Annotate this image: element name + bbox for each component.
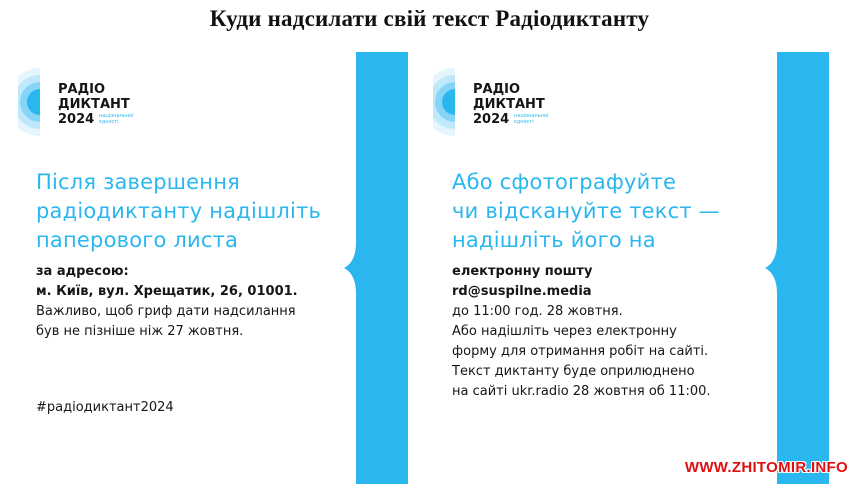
postal-address: м. Київ, вул. Хрещатик, 26, 01001. [36,284,298,299]
logo-line-3: 2024 [58,112,95,127]
logo-line-3: 2024 [473,112,510,127]
email-address: rd@suspilne.media [452,284,592,299]
logo-sub-line-1: національної [514,113,549,119]
logo-line-1: РАДІО [473,82,521,97]
email-label: електронну пошту [452,264,593,279]
logo-sub-line-1: національної [99,113,134,119]
site-watermark: WWW.ZHITOMIR.INFO [684,459,848,476]
logo-sub-line-2: єдності [99,119,119,125]
radiodyktant-logo [18,66,158,138]
alt-line: форму для отримання робіт на сайті. [452,344,709,359]
deadline-text: до 11:00 год. 28 жовтня. [452,304,623,319]
email-details [452,262,752,402]
postal-headline [36,168,336,255]
radiodyktant-logo [433,66,573,138]
headline-line: Або сфотографуйте [452,170,677,194]
logo-subtitle [99,113,139,125]
headline-line: паперового листа [36,228,239,252]
hashtag: #радіодиктант2024 [36,400,174,415]
headline-line: радіодиктанту надішліть [36,199,322,223]
logo-line-2: ДИКТАНТ [473,97,545,112]
publication-line: на сайті ukr.radio 28 жовтня об 11:00. [452,384,711,399]
email-headline [452,168,752,255]
curly-brace-decoration [763,52,829,484]
logo-sub-line-2: єдності [514,119,534,125]
page-title: Куди надсилати свій текст Радіодиктанту [209,6,650,31]
address-label: за адресою: [36,264,129,279]
postal-details [36,262,336,342]
headline-line: чи відскануйте текст — [452,199,720,223]
email-instructions-card [425,52,829,484]
publication-line: Текст диктанту буде оприлюднено [452,364,695,379]
note-line: Важливо, щоб гриф дати надсилання [36,304,296,319]
logo-subtitle [514,113,554,125]
postal-instructions-card [10,52,412,484]
logo-line-1: РАДІО [58,82,106,97]
curly-brace-decoration [342,52,408,484]
logo-line-2: ДИКТАНТ [58,97,130,112]
headline-line: надішліть його на [452,228,656,252]
note-line: був не пізніше ніж 27 жовтня. [36,324,244,339]
headline-line: Після завершення [36,170,240,194]
alt-line: Або надішліть через електронну [452,324,677,339]
